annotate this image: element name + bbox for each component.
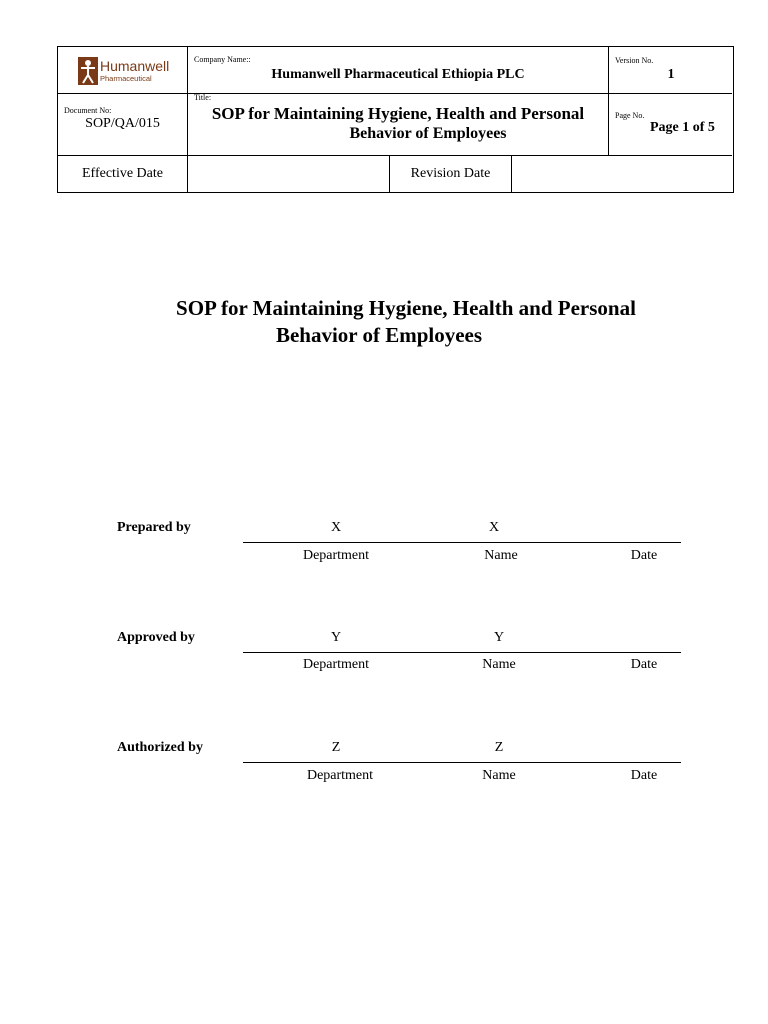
logo-wordmark: Humanwell: [100, 58, 170, 74]
page-number: Page 1 of 5: [650, 120, 715, 135]
authorized-department-value: Z: [331, 740, 341, 755]
date-caption: Date: [630, 768, 658, 783]
page-number-label: Page No.: [615, 111, 645, 120]
title-label: Title:: [194, 93, 212, 102]
header-divider: [608, 47, 609, 155]
name-caption: Name: [484, 548, 518, 563]
signature-line: [243, 542, 681, 543]
document-title-line2: Behavior of Employees: [275, 323, 483, 347]
document-title-line1: SOP for Maintaining Hygiene, Health and Personal: [176, 296, 636, 320]
authorized-name-value: Z: [494, 740, 504, 755]
effective-date-label: Effective Date: [82, 166, 163, 181]
header-title-line1: SOP for Maintaining Hygiene, Health and Personal: [211, 104, 585, 123]
company-logo: [78, 57, 174, 87]
date-caption: Date: [630, 548, 658, 563]
name-caption: Name: [482, 657, 516, 672]
signature-line: [243, 652, 681, 653]
date-caption: Date: [630, 657, 658, 672]
document-number: SOP/QA/015: [85, 116, 160, 131]
signature-line: [243, 762, 681, 763]
document-header-table: [57, 46, 734, 193]
logo-subtitle: Pharmaceutical: [100, 74, 152, 83]
header-title-line2: Behavior of Employees: [349, 125, 507, 142]
revision-date-value: [512, 156, 732, 192]
authorized-by-label: Authorized by: [117, 740, 203, 755]
revision-date-label: Revision Date: [410, 166, 491, 181]
department-caption: Department: [302, 657, 370, 672]
document-number-label: Document No:: [64, 106, 112, 115]
header-divider: [58, 93, 732, 94]
company-name: Humanwell Pharmaceutical Ethiopia PLC: [271, 67, 525, 82]
department-caption: Department: [306, 768, 374, 783]
name-caption: Name: [482, 768, 516, 783]
effective-date-value: [188, 156, 389, 192]
humanwell-logo-icon: [78, 57, 98, 85]
prepared-department-value: X: [330, 520, 342, 535]
approved-department-value: Y: [330, 630, 342, 645]
department-caption: Department: [302, 548, 370, 563]
version-label: Version No.: [615, 56, 654, 65]
approved-by-label: Approved by: [117, 630, 195, 645]
version-value: 1: [667, 67, 675, 82]
approved-name-value: Y: [493, 630, 505, 645]
prepared-by-label: Prepared by: [117, 520, 191, 535]
prepared-name-value: X: [488, 520, 500, 535]
company-name-label: Company Name::: [194, 55, 251, 64]
